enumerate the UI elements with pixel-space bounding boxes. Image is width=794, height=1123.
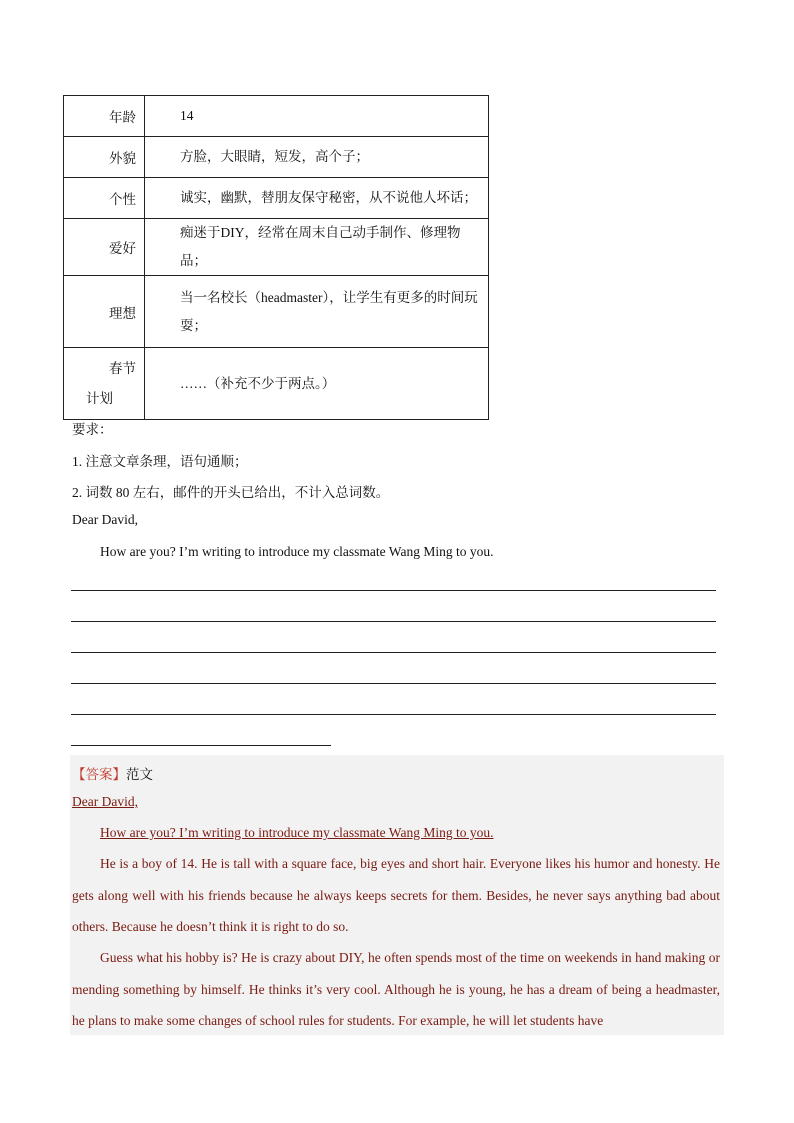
table-row	[64, 276, 489, 348]
row-value: 当一名校长（headmaster），让学生有更多的时间玩耍；	[145, 276, 489, 348]
writing-line	[71, 621, 716, 622]
answer-greeting: Dear David,	[72, 794, 138, 809]
row-value: 诚实，幽默，替朋友保守秘密，从不说他人坏话；	[145, 178, 489, 219]
answer-paragraph-1: He is a boy of 14. He is tall with a square face, big eyes and short hair. Everyone likes his humor and honesty. He gets along well with his friends because he always keeps secrets for them. Besides, he never says anything bad about others. Because he doesn’t think it is right to do so.	[72, 856, 720, 934]
answer-heading	[72, 763, 720, 783]
answer-tag-suffix: 范文	[126, 767, 153, 782]
row-label: 爱好	[64, 219, 145, 276]
table-row	[64, 96, 489, 137]
letter-greeting: Dear David,	[72, 512, 138, 527]
table-row	[64, 219, 489, 276]
row-label: 外貌	[64, 137, 145, 178]
writing-line	[71, 714, 716, 715]
row-value: ……（补充不少于两点。）	[145, 348, 489, 420]
requirement-item-2: 2. 词数 80 左右，邮件的开头已给出，不计入总词数。	[72, 485, 390, 500]
table-row	[64, 137, 489, 178]
row-label: 个性	[64, 178, 145, 219]
row-label	[64, 348, 145, 420]
row-label-line2: 计划	[86, 390, 113, 406]
row-value: 14	[145, 96, 489, 137]
row-label-line1: 春节	[109, 360, 136, 376]
letter-opening: How are you? I’m writing to introduce my classmate Wang Ming to you.	[100, 544, 494, 559]
writing-line	[71, 590, 716, 591]
row-value: 方脸，大眼睛，短发，高个子；	[145, 137, 489, 178]
writing-line	[71, 683, 716, 684]
table-row	[64, 348, 489, 420]
writing-line	[71, 652, 716, 653]
row-label: 理想	[64, 276, 145, 348]
answer-paragraph-2: Guess what his hobby is? He is crazy about DIY, he often spends most of the time on weekends in hand making or mending something by himself. He thinks it’s very cool. Although he is young, he has a dream of being a headmaster, he plans to make some changes of school rules for students. For example, he will let students have	[72, 950, 720, 1028]
row-value: 痴迷于DIY，经常在周末自己动手制作、修理物品；	[145, 219, 489, 276]
row-label: 年龄	[64, 96, 145, 137]
info-table	[63, 95, 489, 420]
writing-line	[71, 745, 331, 746]
answer-opening: How are you? I’m writing to introduce my classmate Wang Ming to you.	[100, 825, 494, 840]
answer-tag: 【答案】	[72, 767, 126, 782]
requirement-item-1: 1. 注意文章条理，语句通顺；	[72, 454, 248, 469]
table-row	[64, 178, 489, 219]
requirements-title: 要求：	[72, 422, 113, 437]
